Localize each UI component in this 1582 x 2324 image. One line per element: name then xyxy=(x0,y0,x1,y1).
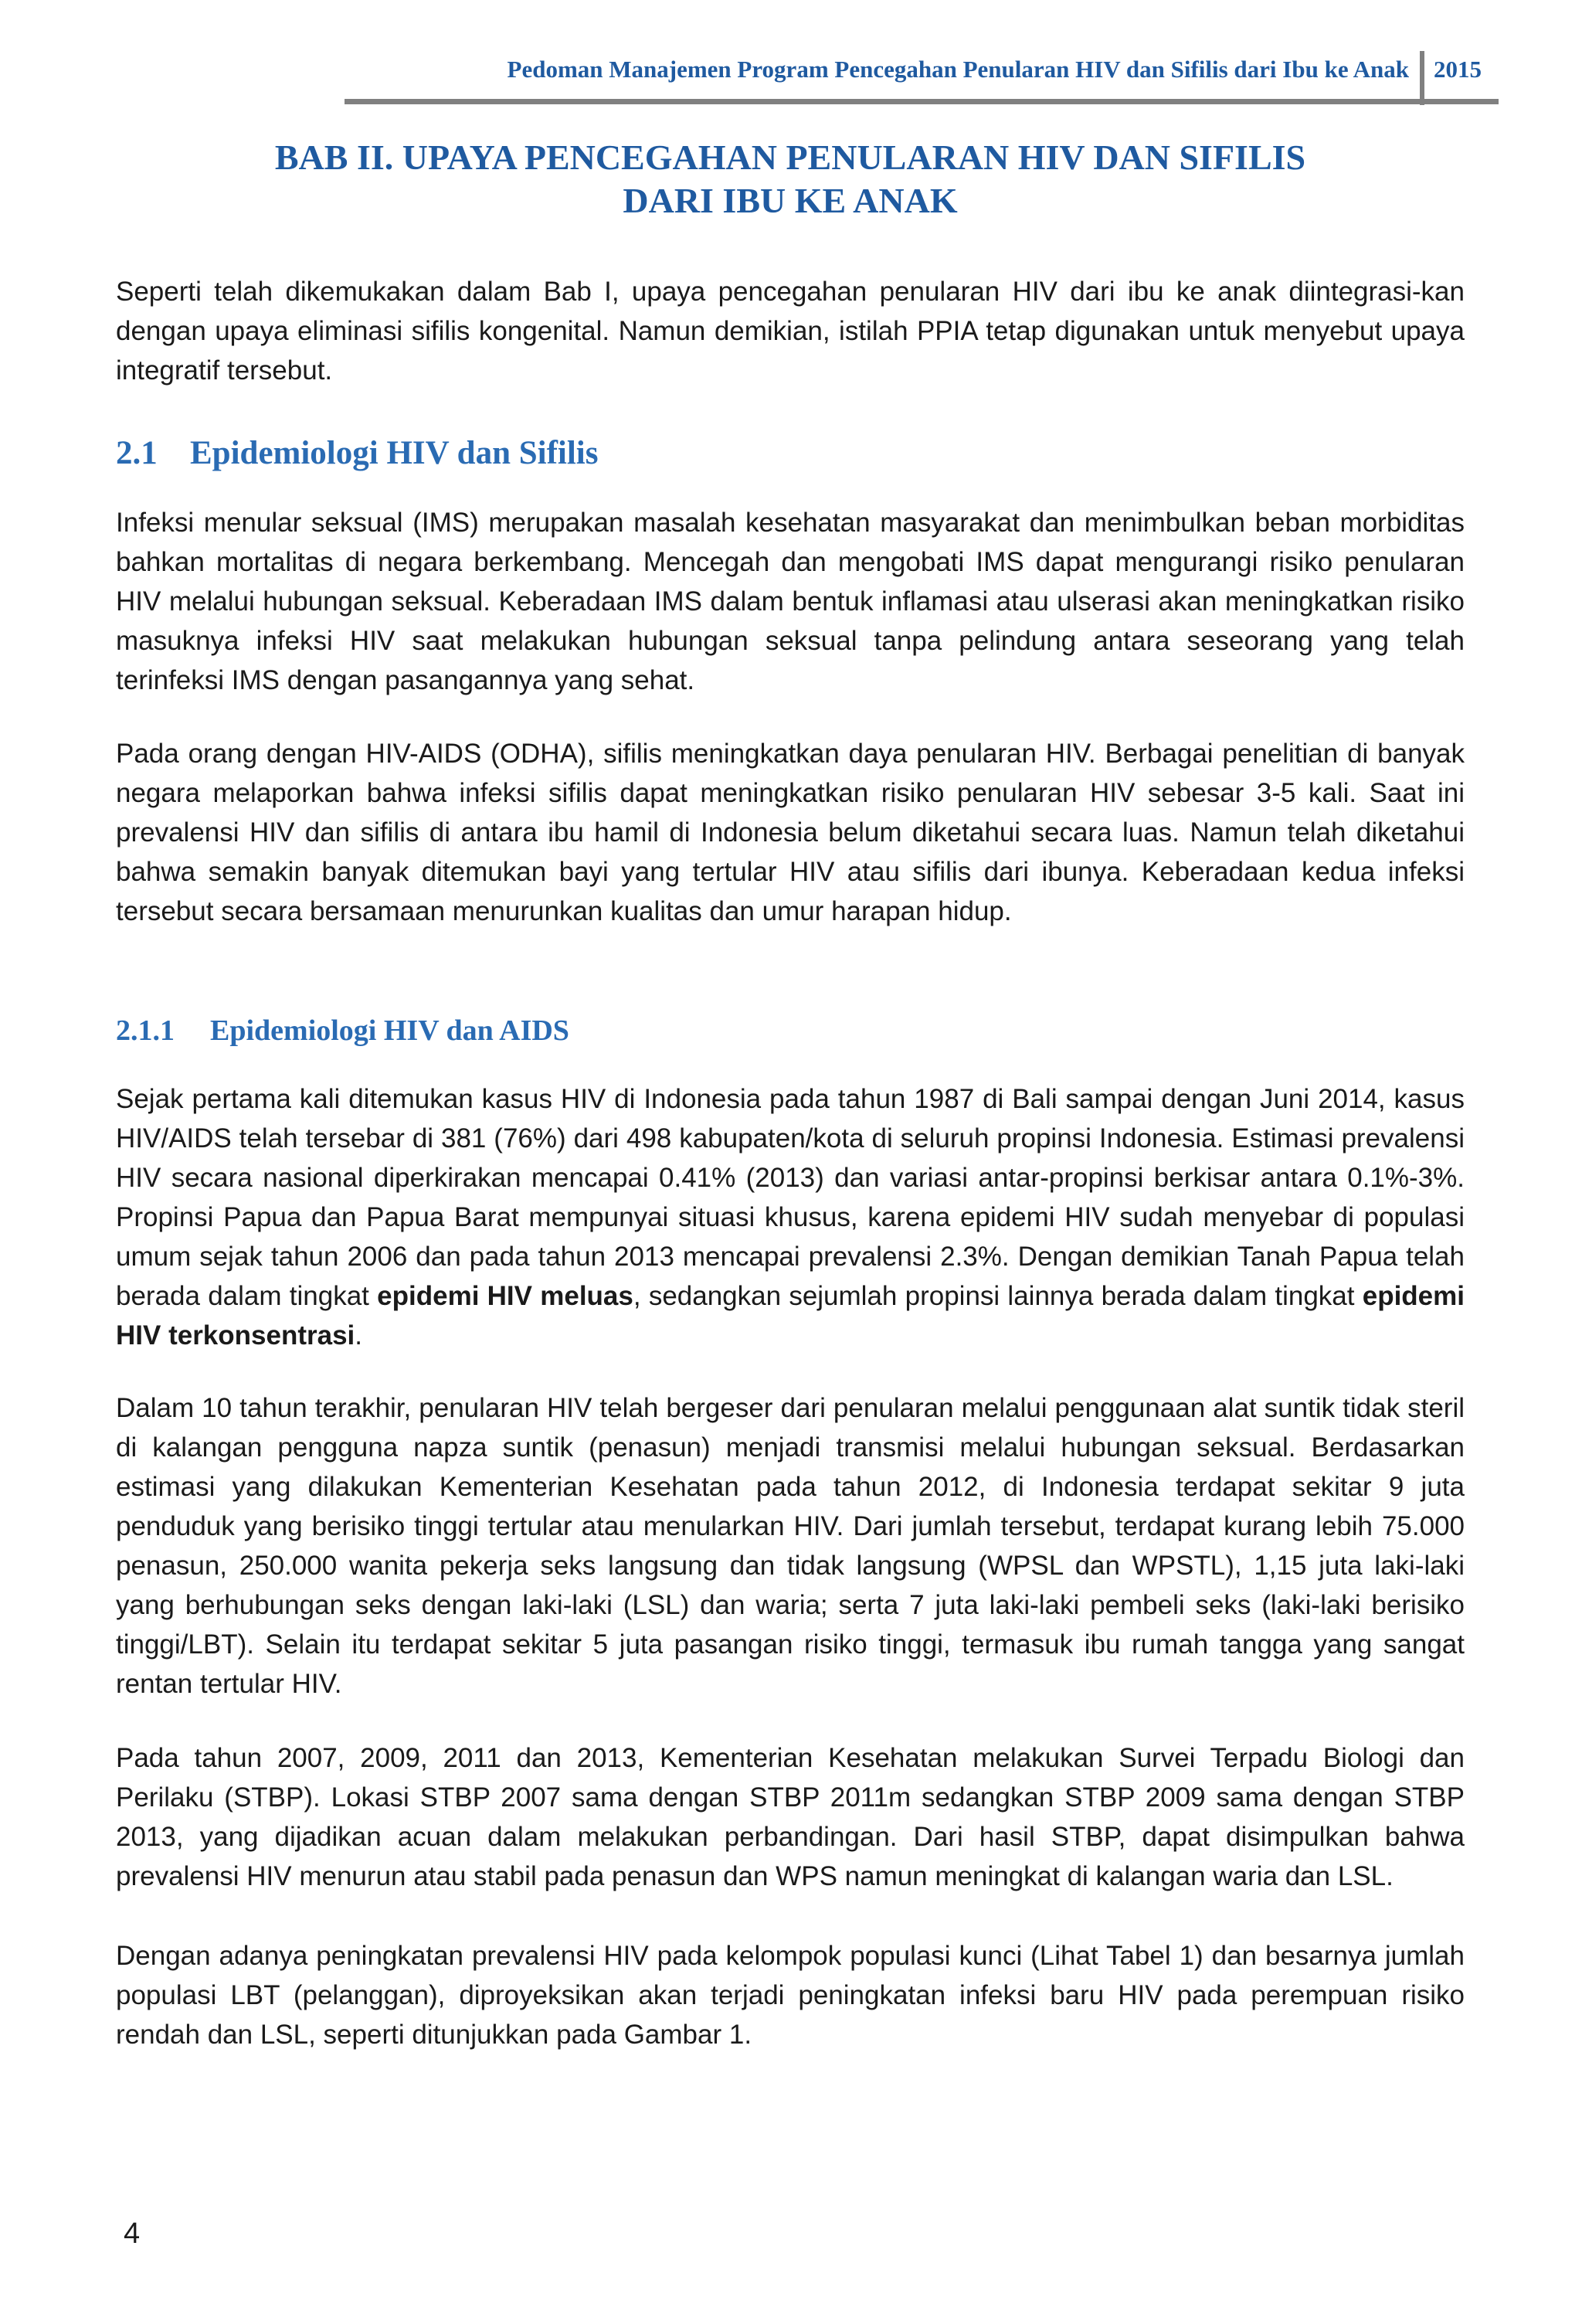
chapter-title-line-2: DARI IBU KE ANAK xyxy=(623,181,958,220)
section-2-1-1-paragraph-1 xyxy=(116,1079,1465,1355)
header-vertical-rule xyxy=(1420,51,1424,105)
page-number: 4 xyxy=(124,2217,141,2250)
intro-paragraph: Seperti telah dikemukakan dalam Bab I, upaya pencegahan penularan HIV dari ibu ke anak diintegrasi-kan dengan upaya eliminasi sifilis kongenital. Namun demikian, istilah PPIA tetap digunakan untuk menyebut upaya integratif tersebut. xyxy=(116,277,1465,386)
running-header-title: Pedoman Manajemen Program Pencegahan Penularan HIV dan Sifilis dari Ibu ke Anak xyxy=(507,56,1409,83)
running-header-year: 2015 xyxy=(1434,56,1482,83)
section-title: Epidemiologi HIV dan Sifilis xyxy=(190,435,599,471)
header-horizontal-rule xyxy=(345,99,1499,104)
paragraph-text: Sejak pertama kali ditemukan kasus HIV di Indonesia pada tahun 1987 di Bali sampai dengan Juni 2014, kasus HIV/AIDS telah tersebar di 381 (76%) dari 498 kabupaten/kota di seluruh propinsi Indonesia. Estimasi prevalensi HIV secara nasional diperkirakan mencapai 0.41% (2013) dan variasi antar-propinsi berkisar antara 0.1%-3%. Propinsi Papua dan Papua Barat mempunyai situasi khusus, karena epidemi HIV sudah menyebar di populasi umum sejak tahun 2006 dan pada tahun 2013 mencapai prevalensi 2.3%. Dengan demikian Tanah Papua telah berada dalam tingkat xyxy=(116,1084,1465,1311)
section-heading-2-1-1 xyxy=(116,1014,1465,1048)
paragraph-text: , sedangkan sejumlah propinsi lainnya berada dalam tingkat xyxy=(633,1281,1363,1311)
paragraph-text: . xyxy=(355,1320,363,1351)
subsection-number: 2.1.1 xyxy=(116,1014,175,1047)
bold-term-epidemi-terkonsentrasi: epidemi HIV terkonsentrasi xyxy=(116,1281,1465,1351)
bold-term-epidemi-meluas: epidemi HIV meluas xyxy=(377,1281,633,1311)
section-2-1-1-paragraph-2: Dalam 10 tahun terakhir, penularan HIV telah bergeser dari penularan melalui penggunaan alat suntik tidak steril di kalangan pengguna napza suntik (penasun) menjadi transmisi melalui hubungan seksual. Berdasarkan estimasi yang dilakukan Kementerian Kesehatan pada tahun 2012, di Indonesia terdapat sekitar 9 juta penduduk yang berisiko tinggi tertular atau menularkan HIV. Dari jumlah tersebut, terdapat kurang lebih 75.000 penasun, 250.000 wanita pekerja seks langsung dan tidak langsung (WPSL dan WPSTL), 1,15 juta laki-laki yang berhubungan seks dengan laki-laki (LSL) dan waria; serta 7 juta laki-laki pembeli seks (laki-laki berisiko tinggi/LBT). Selain itu terdapat sekitar 5 juta pasangan risiko tinggi, termasuk ibu rumah tangga yang sangat rentan tertular HIV. xyxy=(116,1393,1465,1699)
running-header xyxy=(345,51,1499,107)
section-2-1-1-paragraph-4: Dengan adanya peningkatan prevalensi HIV pada kelompok populasi kunci (Lihat Tabel 1) dan besarnya jumlah populasi LBT (pelanggan), diproyeksikan akan terjadi peningkatan infeksi baru HIV pada perempuan risiko rendah dan LSL, seperti ditunjukkan pada Gambar 1. xyxy=(116,1941,1465,2050)
subsection-title: Epidemiologi HIV dan AIDS xyxy=(210,1014,569,1047)
section-2-1-paragraph-1: Infeksi menular seksual (IMS) merupakan masalah kesehatan masyarakat dan menimbulkan beban morbiditas bahkan mortalitas di negara berkembang. Mencegah dan mengobati IMS dapat mengurangi risiko penularan HIV melalui hubungan seksual. Keberadaan IMS dalam bentuk inflamasi atau ulserasi akan meningkatkan risiko masuknya infeksi HIV saat melakukan hubungan seksual tanpa pelindung antara seseorang yang telah terinfeksi IMS dengan pasangannya yang sehat. xyxy=(116,508,1465,695)
section-heading-2-1 xyxy=(116,434,1465,472)
chapter-title xyxy=(116,136,1465,223)
section-2-1-1-paragraph-3: Pada tahun 2007, 2009, 2011 dan 2013, Kementerian Kesehatan melakukan Survei Terpadu Biologi dan Perilaku (STBP). Lokasi STBP 2007 sama dengan STBP 2011m sedangkan STBP 2009 sama dengan STBP 2013, yang dijadikan acuan dalam melakukan perbandingan. Dari hasil STBP, dapat disimpulkan bahwa prevalensi HIV menurun atau stabil pada penasun dan WPS namun meningkat di kalangan waria dan LSL. xyxy=(116,1743,1465,1891)
section-2-1-paragraph-2: Pada orang dengan HIV-AIDS (ODHA), sifilis meningkatkan daya penularan HIV. Berbagai penelitian di banyak negara melaporkan bahwa infeksi sifilis dapat meningkatkan risiko penularan HIV sebesar 3-5 kali. Saat ini prevalensi HIV dan sifilis di antara ibu hamil di Indonesia belum diketahui secara luas. Namun telah diketahui bahwa semakin banyak ditemukan bayi yang tertular HIV atau sifilis dari ibunya. Keberadaan kedua infeksi tersebut secara bersamaan menurunkan kualitas dan umur harapan hidup. xyxy=(116,739,1465,926)
chapter-title-line-1: BAB II. UPAYA PENCEGAHAN PENULARAN HIV DAN SIFILIS xyxy=(274,138,1306,177)
section-number: 2.1 xyxy=(116,435,158,471)
